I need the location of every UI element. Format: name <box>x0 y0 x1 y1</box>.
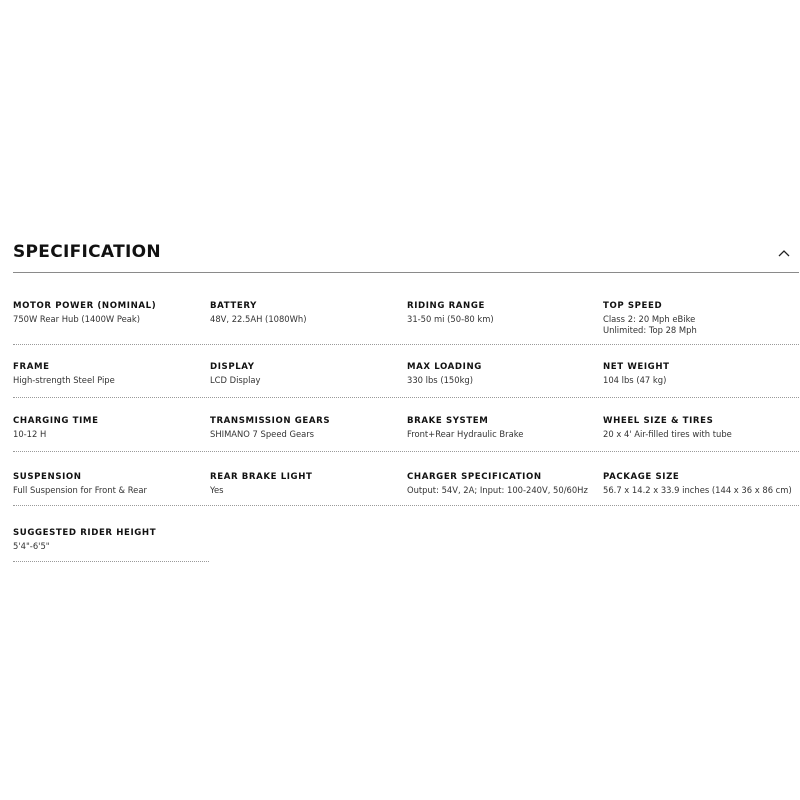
spec-item-top-speed <box>603 301 793 336</box>
spec-value: 31-50 mi (50-80 km) <box>407 314 494 324</box>
row-divider <box>13 505 799 506</box>
spec-row <box>13 472 799 528</box>
spec-value: Output: 54V, 2A; Input: 100-240V, 50/60Hz <box>407 485 588 495</box>
spec-item-rider-height <box>13 528 203 552</box>
spec-item-charger-specification <box>407 472 597 496</box>
spec-label: TOP SPEED <box>603 301 663 311</box>
spec-label: REAR BRAKE LIGHT <box>210 472 313 482</box>
spec-value: 48V, 22.5AH (1080Wh) <box>210 314 307 324</box>
specification-grid <box>13 301 799 584</box>
spec-item-display <box>210 362 400 386</box>
spec-item-package-size <box>603 472 793 496</box>
spec-label: CHARGING TIME <box>13 416 99 426</box>
spec-item-motor-power <box>13 301 203 325</box>
spec-value: 5'4"-6'5" <box>13 541 50 551</box>
spec-label: PACKAGE SIZE <box>603 472 680 482</box>
spec-item-suspension <box>13 472 203 496</box>
row-divider <box>13 344 799 345</box>
spec-value: 750W Rear Hub (1400W Peak) <box>13 314 141 324</box>
spec-item-brake-system <box>407 416 597 440</box>
chevron-up-icon <box>777 248 791 258</box>
spec-label: TRANSMISSION GEARS <box>210 416 331 426</box>
spec-value: Yes <box>210 485 224 495</box>
spec-item-battery <box>210 301 400 325</box>
spec-item-net-weight <box>603 362 793 386</box>
row-divider <box>13 561 209 562</box>
spec-label: SUGGESTED RIDER HEIGHT <box>13 528 157 538</box>
spec-item-transmission-gears <box>210 416 400 440</box>
spec-value: LCD Display <box>210 375 261 385</box>
spec-item-frame <box>13 362 203 386</box>
spec-value: Full Suspension for Front & Rear <box>13 485 147 495</box>
spec-row <box>13 301 799 346</box>
row-divider <box>13 397 799 398</box>
spec-item-rear-brake-light <box>210 472 400 496</box>
spec-label: SUSPENSION <box>13 472 82 482</box>
spec-item-max-loading <box>407 362 597 386</box>
spec-value: SHIMANO 7 Speed Gears <box>210 429 315 439</box>
spec-value: 56.7 x 14.2 x 33.9 inches (144 x 36 x 86 cm) <box>603 485 792 495</box>
spec-label: DISPLAY <box>210 362 255 372</box>
spec-label: MAX LOADING <box>407 362 482 372</box>
spec-value: Front+Rear Hydraulic Brake <box>407 429 524 439</box>
specification-section <box>13 236 799 584</box>
spec-value: 104 lbs (47 kg) <box>603 375 667 385</box>
specification-header[interactable] <box>13 236 799 273</box>
spec-label: BRAKE SYSTEM <box>407 416 489 426</box>
spec-label: NET WEIGHT <box>603 362 670 372</box>
spec-label: FRAME <box>13 362 50 372</box>
spec-label: CHARGER SPECIFICATION <box>407 472 542 482</box>
spec-value: Class 2: 20 Mph eBike <box>603 314 696 324</box>
spec-row <box>13 416 799 472</box>
spec-label: WHEEL SIZE & TIRES <box>603 416 714 426</box>
spec-label: RIDING RANGE <box>407 301 485 311</box>
spec-item-charging-time <box>13 416 203 440</box>
spec-value: 10-12 H <box>13 429 47 439</box>
spec-value: 20 x 4' Air-filled tires with tube <box>603 429 732 439</box>
spec-item-wheel-size <box>603 416 793 440</box>
spec-row <box>13 528 799 584</box>
spec-value: High-strength Steel Pipe <box>13 375 115 385</box>
row-divider <box>13 451 799 452</box>
section-title: SPECIFICATION <box>13 242 161 262</box>
spec-row <box>13 362 799 418</box>
spec-item-riding-range <box>407 301 597 325</box>
collapse-toggle-button[interactable] <box>777 248 791 258</box>
spec-value: 330 lbs (150kg) <box>407 375 474 385</box>
spec-label: BATTERY <box>210 301 257 311</box>
spec-value-secondary: Unlimited: Top 28 Mph <box>603 325 697 335</box>
spec-label: MOTOR POWER (NOMINAL) <box>13 301 157 311</box>
